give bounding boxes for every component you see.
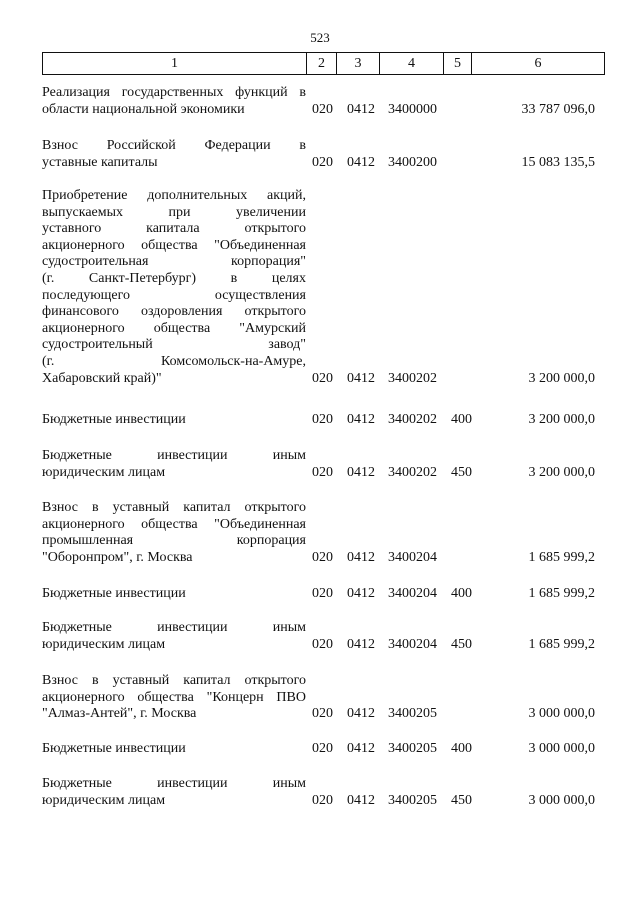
table-row bbox=[42, 448, 605, 481]
description-line: акционерного общества "Амурский bbox=[42, 320, 306, 336]
cell-amount: 3 200 000,0 bbox=[528, 412, 595, 427]
description-line: Бюджетные инвестиции иным bbox=[42, 620, 306, 635]
description-line: акционерного общества "Объединенная bbox=[42, 237, 306, 253]
cell-chapter: 020 bbox=[312, 706, 333, 722]
description-line: "Алмаз-Антей", г. Москва bbox=[42, 706, 197, 722]
row-description bbox=[42, 741, 306, 758]
cell-expense-type: 400 bbox=[451, 586, 472, 601]
cell-target-article: 3400000 bbox=[388, 101, 437, 117]
cell-section: 0412 bbox=[347, 586, 375, 601]
table-row bbox=[42, 412, 605, 429]
cell-amount: 3 200 000,0 bbox=[528, 464, 595, 480]
header-col-5: 5 bbox=[444, 53, 472, 74]
table-row bbox=[42, 85, 605, 118]
header-col-1: 1 bbox=[43, 53, 307, 74]
cell-target-article: 3400204 bbox=[388, 549, 437, 565]
cell-chapter: 020 bbox=[312, 464, 333, 480]
cell-section: 0412 bbox=[347, 412, 375, 427]
description-line: Взнос в уставный капитал открытого bbox=[42, 673, 306, 688]
row-description bbox=[42, 500, 306, 566]
description-line: акционерного общества "Концерн ПВО bbox=[42, 689, 306, 705]
cell-section: 0412 bbox=[347, 549, 375, 565]
cell-chapter: 020 bbox=[312, 101, 333, 117]
description-line: акционерного общества "Объединенная bbox=[42, 516, 306, 532]
description-line: юридическим лицам bbox=[42, 636, 166, 652]
description-line: Взнос Российской Федерации в bbox=[42, 138, 306, 153]
cell-section: 0412 bbox=[347, 792, 375, 808]
cell-expense-type: 450 bbox=[451, 464, 472, 480]
row-description bbox=[42, 138, 306, 171]
cell-chapter: 020 bbox=[312, 549, 333, 565]
table-row bbox=[42, 741, 605, 758]
description-line: юридическим лицам bbox=[42, 464, 166, 480]
header-col-3: 3 bbox=[337, 53, 380, 74]
table-header bbox=[42, 52, 605, 75]
table-row bbox=[42, 776, 605, 809]
cell-target-article: 3400202 bbox=[388, 370, 437, 386]
cell-amount: 1 685 999,2 bbox=[528, 586, 595, 601]
description-line: Реализация государственных функций в bbox=[42, 85, 306, 100]
description-line: Бюджетные инвестиции иным bbox=[42, 776, 306, 791]
cell-target-article: 3400204 bbox=[388, 586, 437, 601]
row-description bbox=[42, 188, 306, 387]
cell-section: 0412 bbox=[347, 370, 375, 386]
cell-section: 0412 bbox=[347, 706, 375, 722]
cell-chapter: 020 bbox=[312, 412, 333, 427]
cell-target-article: 3400202 bbox=[388, 464, 437, 480]
description-line: Бюджетные инвестиции bbox=[42, 412, 186, 427]
cell-amount: 15 083 135,5 bbox=[521, 154, 595, 170]
row-description bbox=[42, 85, 306, 118]
description-line: юридическим лицам bbox=[42, 792, 166, 808]
cell-target-article: 3400202 bbox=[388, 412, 437, 427]
cell-target-article: 3400205 bbox=[388, 792, 437, 808]
header-col-4: 4 bbox=[380, 53, 444, 74]
description-line: (г. Санкт-Петербург) в целях bbox=[42, 270, 306, 286]
cell-chapter: 020 bbox=[312, 370, 333, 386]
description-line: уставного капитала открытого bbox=[42, 221, 306, 237]
row-description bbox=[42, 412, 306, 429]
cell-expense-type: 450 bbox=[451, 792, 472, 808]
row-description bbox=[42, 448, 306, 481]
cell-target-article: 3400205 bbox=[388, 706, 437, 722]
description-line: Бюджетные инвестиции иным bbox=[42, 448, 306, 463]
cell-target-article: 3400205 bbox=[388, 741, 437, 756]
description-line: судостроительный завод" bbox=[42, 337, 306, 353]
description-line: уставные капиталы bbox=[42, 154, 158, 170]
row-description bbox=[42, 673, 306, 723]
cell-chapter: 020 bbox=[312, 586, 333, 601]
description-line: Бюджетные инвестиции bbox=[42, 741, 186, 756]
description-line: Приобретение дополнительных акций, bbox=[42, 188, 306, 203]
cell-amount: 1 685 999,2 bbox=[528, 636, 595, 652]
cell-amount: 3 000 000,0 bbox=[528, 792, 595, 808]
table-row bbox=[42, 673, 605, 723]
description-line: Хабаровский край)" bbox=[42, 370, 162, 386]
table-row bbox=[42, 620, 605, 653]
cell-chapter: 020 bbox=[312, 154, 333, 170]
row-description bbox=[42, 586, 306, 603]
cell-amount: 3 200 000,0 bbox=[528, 370, 595, 386]
table-row bbox=[42, 138, 605, 171]
cell-amount: 1 685 999,2 bbox=[528, 549, 595, 565]
table-row bbox=[42, 586, 605, 603]
cell-amount: 33 787 096,0 bbox=[521, 101, 595, 117]
header-col-2: 2 bbox=[307, 53, 337, 74]
cell-section: 0412 bbox=[347, 154, 375, 170]
row-description bbox=[42, 620, 306, 653]
cell-target-article: 3400204 bbox=[388, 636, 437, 652]
description-line: судостроительная корпорация" bbox=[42, 254, 306, 270]
cell-section: 0412 bbox=[347, 741, 375, 756]
table-row bbox=[42, 500, 605, 566]
description-line: Бюджетные инвестиции bbox=[42, 586, 186, 601]
description-line: промышленная корпорация bbox=[42, 533, 306, 549]
page-number: 523 bbox=[310, 30, 330, 45]
cell-amount: 3 000 000,0 bbox=[528, 706, 595, 722]
description-line: Взнос в уставный капитал открытого bbox=[42, 500, 306, 515]
cell-section: 0412 bbox=[347, 464, 375, 480]
cell-section: 0412 bbox=[347, 101, 375, 117]
description-line: финансового оздоровления открытого bbox=[42, 304, 306, 320]
cell-amount: 3 000 000,0 bbox=[528, 741, 595, 756]
cell-expense-type: 400 bbox=[451, 741, 472, 756]
description-line: (г. Комсомольск-на-Амуре, bbox=[42, 353, 306, 369]
cell-expense-type: 400 bbox=[451, 412, 472, 427]
cell-chapter: 020 bbox=[312, 792, 333, 808]
description-line: области национальной экономики bbox=[42, 101, 245, 117]
description-line: выпускаемых при увеличении bbox=[42, 204, 306, 220]
cell-chapter: 020 bbox=[312, 636, 333, 652]
row-description bbox=[42, 776, 306, 809]
header-col-6: 6 bbox=[534, 55, 542, 71]
description-line: "Оборонпром", г. Москва bbox=[42, 549, 193, 565]
cell-expense-type: 450 bbox=[451, 636, 472, 652]
cell-section: 0412 bbox=[347, 636, 375, 652]
description-line: последующего осуществления bbox=[42, 287, 306, 303]
cell-chapter: 020 bbox=[312, 741, 333, 756]
table-row bbox=[42, 188, 605, 387]
cell-target-article: 3400200 bbox=[388, 154, 437, 170]
